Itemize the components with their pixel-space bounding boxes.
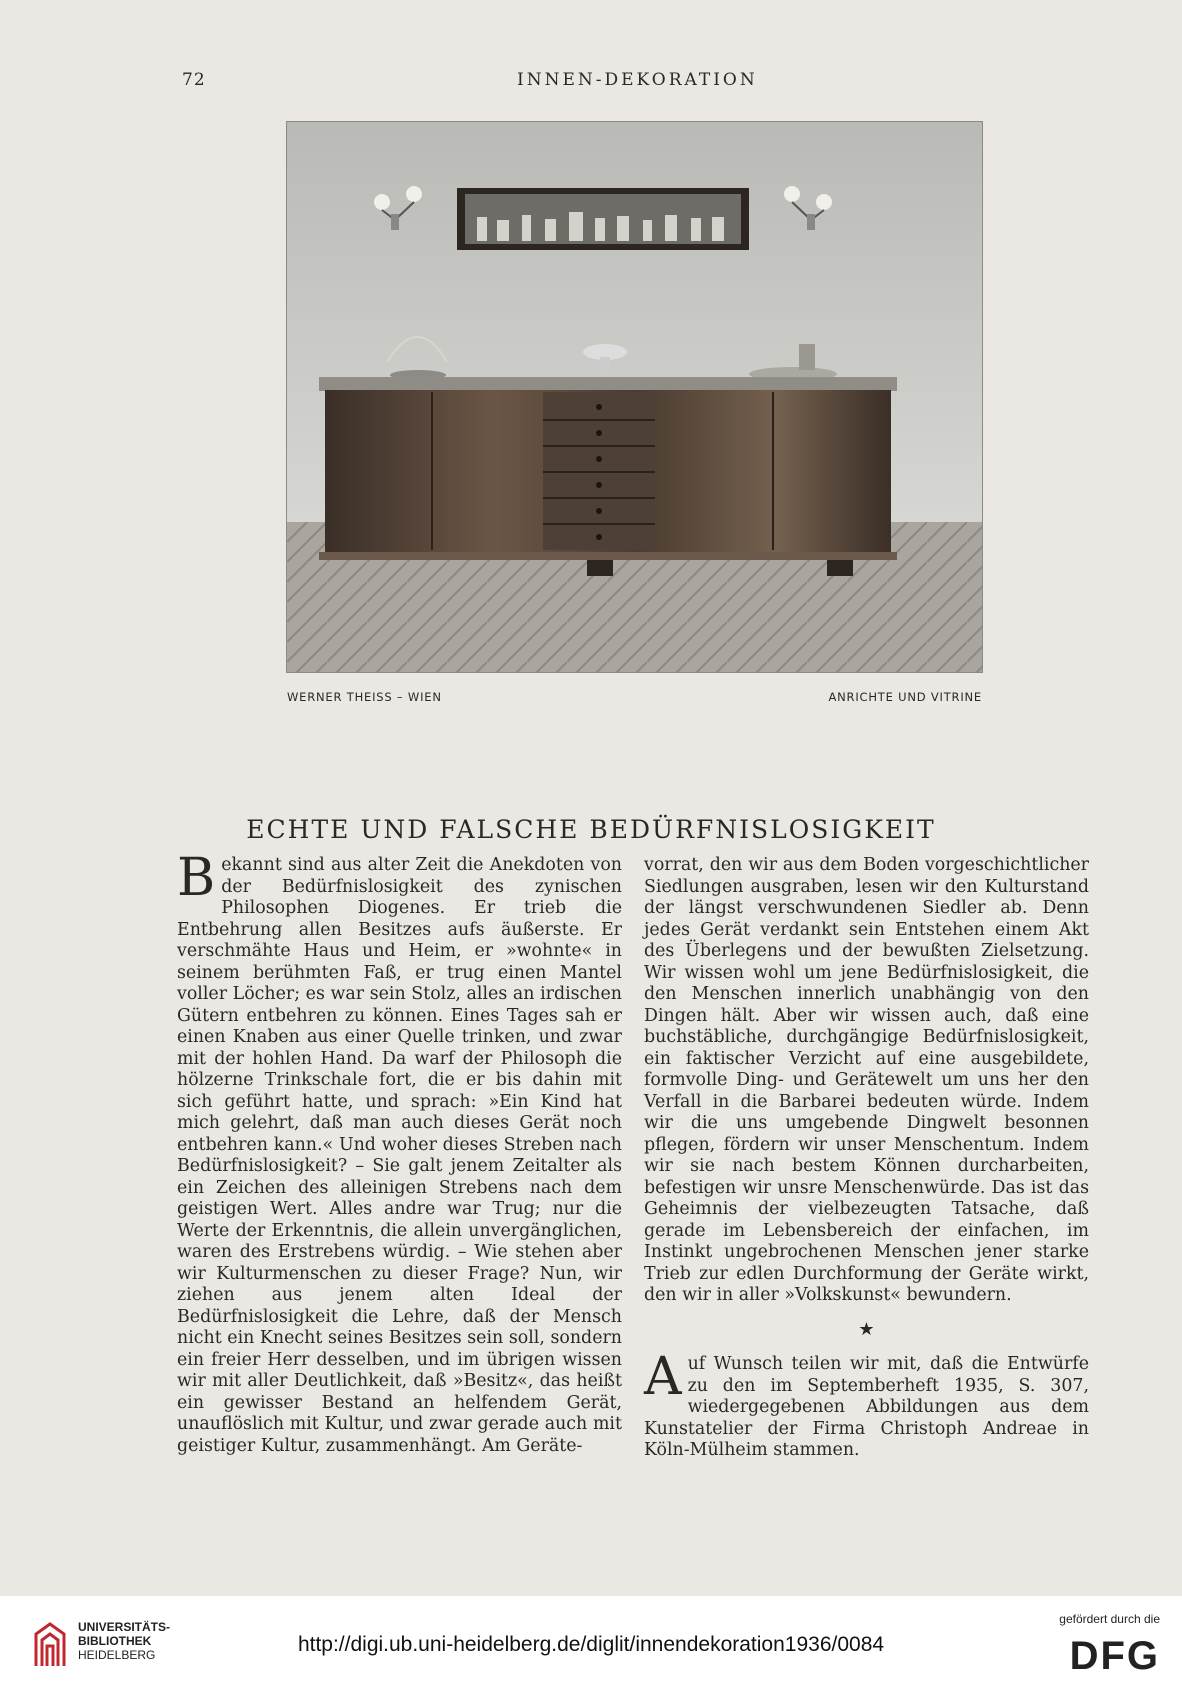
article-paragraph-1 xyxy=(177,848,622,1457)
funding-text: gefördert durch die xyxy=(1059,1612,1160,1626)
library-line-1: UNIVERSITÄTS- xyxy=(78,1620,171,1634)
running-head xyxy=(182,70,982,94)
digitization-footer xyxy=(0,1596,1182,1694)
article-column-left xyxy=(177,848,622,1457)
library-line-2: BIBLIOTHEK xyxy=(78,1634,152,1648)
caption-designer: WERNER THEISS – WIEN xyxy=(287,690,442,704)
article-body-right: vorrat, den wir aus dem Boden vorgeschichtlicher Siedlungen ausgraben, lesen wir den Kulturstand der längst verschwundenen Siedler ab. Denn jedes Gerät verdankt sein Entstehen einem Akt des Überlegens und der bewußten Zielsetzung. Wir wissen wohl um jene Bedürfnislosigkeit, die den Menschen innerlich unabhängig von den Dingen hält. Aber wir wissen auch, daß eine buchstäbliche, durchgängige Bedürfnislosigkeit, ein faktischer Verzicht auf eine ausgebildete, formvolle Ding- und Gerätewelt um uns her den Verfall in die Barbarei bedeuten würde. Indem wir die uns umgebende Dingwelt besonnen pflegen, fördern wir unser Menschentum. Indem wir sie nach bestem Können durcharbeiten, befestigen wir unsre Menschenwürde. Das ist das Geheimnis der vielbezeugten Tatsache, daß gerade im Lebensbereich der einfachen, im Instinkt ungebrochenen Menschen jener starke Trieb zur edlen Durchformung der Geräte wirkt, den wir in aller »Volkskunst« bewundern. xyxy=(644,855,1089,1305)
dfg-logo: DFG xyxy=(1069,1634,1160,1678)
sideboard-photo xyxy=(286,121,983,673)
journal-title: INNEN-DEKORATION xyxy=(517,70,758,90)
funding-block xyxy=(1000,1612,1160,1679)
article-column-right xyxy=(644,855,1089,1462)
library-line-3: HEIDELBERG xyxy=(78,1648,156,1662)
caption-subject: ANRICHTE UND VITRINE xyxy=(828,690,982,704)
drop-cap-a: A xyxy=(644,1347,682,1407)
editorial-note xyxy=(644,1347,1089,1462)
sideboard-photo-icon xyxy=(287,122,982,672)
sideboard-top xyxy=(319,377,897,391)
permalink-url[interactable]: http://digi.ub.uni-heidelberg.de/diglit/innendekoration1936/0084 xyxy=(297,1633,885,1656)
article-body-left: ekannt sind aus alter Zeit die Anekdoten von der Bedürfnislosigkeit des zynischen Philosophen Diogenes. Er trieb die Entbehrung allen Besitzes aufs äußerste. Er verschmähte Haus und Heim, er »wohnte« in seinem berühmten Faß, er trug einen Mantel voller Löcher; es war sein Stolz, alles an irdischen Gütern entbehren zu können. Eines Tages sah er einen Knaben aus einer Quelle trinken, und zwar mit der hohlen Hand. Da warf der Philosoph die hölzerne Trinkschale fort, die er bis dahin mit sich geführt hatte, und sprach: »Ein Kind hat mich gelehrt, daß man auch dieses Gerät noch entbehren kann.« Und woher dieses Streben nach Bedürfnislosigkeit? – Sie galt jenem Zeitalter als ein Zeichen des alleinigen Strebens nach dem geistigen Wert. Alles andre war Trug; nur die Werte der Erkenntnis, die allein unvergänglichen, waren des Erstrebens würdig. – Wie stehen aber wir Kulturmenschen zu dieser Frage? Nun, wir ziehen aus jenem alten Ideal der Bedürfnislosigkeit die Lehre, daß der Mensch nicht ein Knecht seines Besitzes sein soll, sondern ein freier Herr desselben, und im übrigen wissen wir mit aller Deutlichkeit, daß »Besitz«, das heißt ein gewisser Bestand an helfendem Gerät, unauflöslich mit Kultur, und zwar gerade auch mit geistiger Kultur, zusammenhängt. Am Geräte- xyxy=(177,855,622,1456)
editorial-note-text: uf Wunsch teilen wir mit, daß die Entwürfe zu den im Septemberheft 1935, S. 307, wiedergegebenen Abbildungen aus dem Kunstatelier der Firma Christoph Andreae in Köln-Mülheim stammen. xyxy=(644,1354,1089,1460)
drop-cap-b: B xyxy=(177,848,216,908)
page-number: 72 xyxy=(182,70,206,90)
section-separator-star: ★ xyxy=(858,1318,875,1340)
article-title: ECHTE UND FALSCHE BEDÜRFNISLOSIGKEIT xyxy=(246,814,936,844)
